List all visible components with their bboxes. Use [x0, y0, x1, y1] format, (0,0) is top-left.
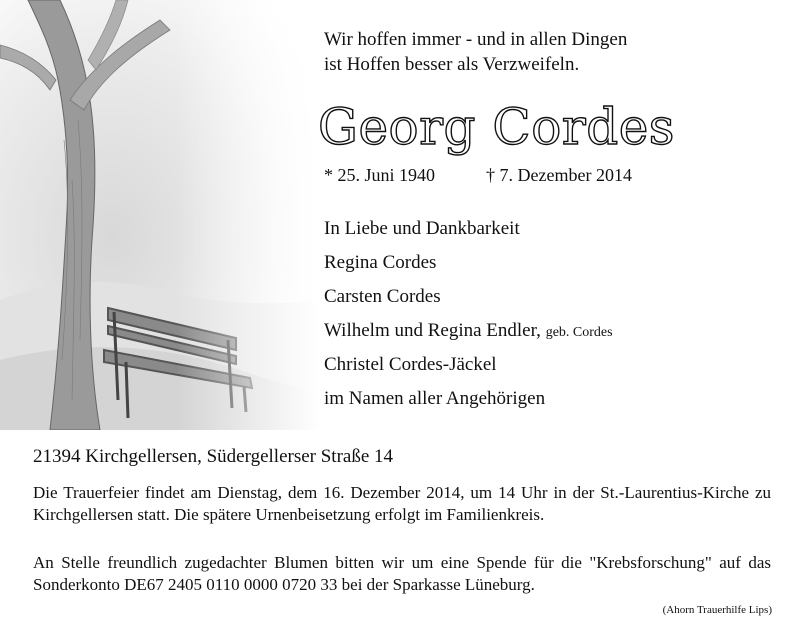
deceased-name: Georg Cordes	[318, 98, 675, 156]
mourner-name: Carsten Cordes	[324, 286, 441, 307]
birth-date: * 25. Juni 1940	[324, 165, 436, 185]
mourner-name: Wilhelm und Regina Endler,	[324, 320, 541, 341]
mourner-note: geb. Cordes	[545, 325, 613, 340]
quote-line: Wir hoffen immer - und in allen Dingen	[324, 29, 628, 50]
death-date: † 7. Dezember 2014	[486, 165, 632, 185]
mourner-name: Christel Cordes-Jäckel	[324, 354, 497, 375]
mourner-entry	[324, 319, 613, 353]
quote	[324, 27, 627, 77]
mourner-entry	[324, 353, 613, 387]
funeral-info-paragraph: Die Trauerfeier findet am Dienstag, dem 16. Dezember 2014, um 14 Uhr in der St.-Laurentius-Kirche zu Kirchgellersen statt. Die spätere Urnenbeisetzung erfolgt im Familienkreis.	[33, 483, 771, 524]
mourner-entry	[324, 251, 613, 285]
funeral-home-credit: (Ahorn Trauerhilfe Lips)	[662, 604, 772, 616]
mourners-intro: In Liebe und Dankbarkeit	[324, 218, 520, 239]
quote-line: ist Hoffen besser als Verzweifeln.	[324, 54, 580, 75]
tree-and-bench-illustration	[0, 0, 320, 430]
mourner-name: Regina Cordes	[324, 252, 437, 273]
address: 21394 Kirchgellersen, Südergellerser Straße 14	[33, 446, 394, 467]
mourners-closing: im Namen aller Angehörigen	[324, 388, 546, 409]
donation-paragraph: An Stelle freundlich zugedachter Blumen bitten wir um eine Spende für die "Krebsforschung" auf das Sonderkonto DE67 2405 0110 0000 0720 33 bei der Sparkasse Lüneburg.	[33, 553, 771, 594]
mourners-list	[324, 217, 613, 421]
mourner-entry	[324, 285, 613, 319]
